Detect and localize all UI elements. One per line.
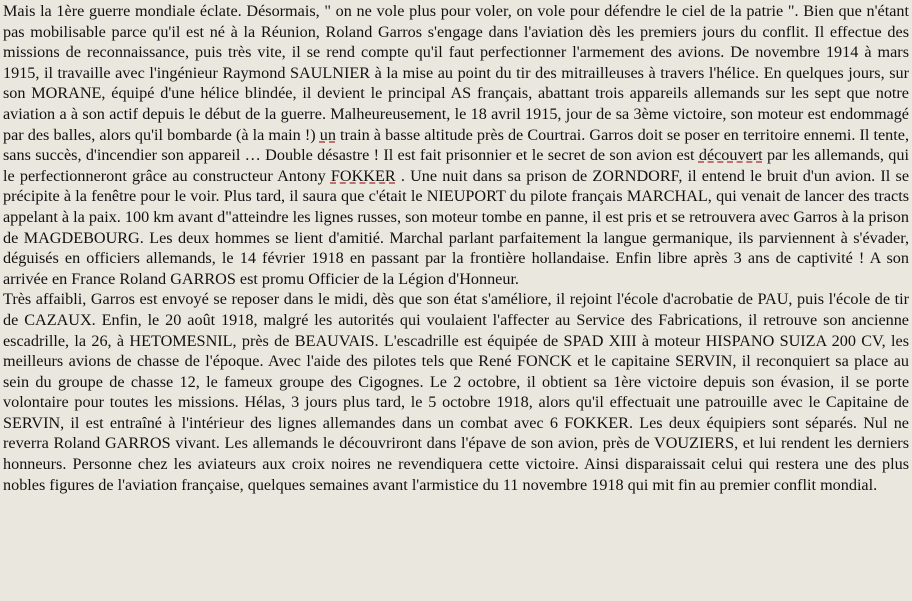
- text-segment: train à basse altitude près de Courtrai. Garros doit se poser en territoire ennemi. Il tente, sans succès, d'incendier son appareil … Double désastre ! Il est fait prisonnier et le secret de son avion est: [3, 125, 909, 165]
- text-segment: Mais la 1ère guerre mondiale éclate. Désormais, " on ne vole plus pour voler, on vole pour défendre le ciel de la patrie ". Bien que n'étant pas mobilisable parce qu'il est né à la Réunion, Roland Garros s'engage dans l'aviation dès les premiers jours du conflit. Il effectue des missions de reconnaissance, puis très vite, il se rend compte qu'il faut perfectionner l'armement des avions. De novembre 1914 à mars 1915, il travaille avec l'ingénieur Raymond SAULNIER à la mise au point du tir des mitrailleuses à travers l'hélice. En quelques jours, sur son MORANE, équipé d'une hélice blindée, il devient le principal AS français, abattant trois appareils allemands sur les sept que notre aviation a à son actif depuis le début de la guerre. Malheureusement, le 18 avril 1915, jour de sa 3ème victoire, son moteur est endommagé par des balles, alors qu'il bombarde (à la main !): [3, 2, 909, 144]
- underlined-word: découvert: [698, 146, 763, 165]
- paragraph-war-and-captivity: [3, 1, 909, 289]
- text-segment: par les allemands, qui le perfectionneront grâce au constructeur Antony: [3, 146, 909, 185]
- text-segment: . Une nuit dans sa prison de ZORNDORF, il entend le bruit d'un avion. Il se précipite à la fenêtre pour le voir. Plus tard, il saura que c'était le NIEUPORT du pilote français MARCHAL, qui venait de lancer des tracts appelant à la paix. 100 km avant d"atteindre les lignes russes, son moteur tombe en panne, il est pris et se retrouvera avec Garros à la prison de MAGDEBOURG. Les deux hommes se lient d'amitié. Marchal parlant parfaitement la langue germanique, ils parviennent à s'évader, déguisés en officiers allemands, le 14 février 1918 en passant par la frontière hollandaise. Enfin libre après 3 ans de captivité ! A son arrivée en France Roland GARROS est promu Officier de la Légion d'Honneur.: [3, 166, 909, 288]
- text-segment: Très affaibli, Garros est envoyé se reposer dans le midi, dès que son état s'améliore, il rejoint l'école d'acrobatie de PAU, puis l'école de tir de CAZAUX. Enfin, le 20 août 1918, malgré les autorités qui voulaient l'affecter au Service des Fabrications, il retrouve son ancienne escadrille, la 26, à HETOMESNIL, près de BEAUVAIS. L'escadrille est équipée de SPAD XIII à moteur HISPANO SUIZA 200 CV, les meilleurs avions de chasse de l'époque. Avec l'aide des pilotes tels que René FONCK et le capitaine SERVIN, il reconquiert sa place au sein du groupe de chasse 12, le fameux groupe des Cigognes. Le 2 octobre, il obtient sa 1ère victoire depuis son évasion, il se porte volontaire pour toutes les missions. Hélas, 3 jours plus tard, le 5 octobre 1918, alors qu'il effectuait une patrouille avec le Capitaine de SERVIN, il est entraîné à l'intérieur des lignes allemandes dans un combat avec 6 FOKKER. Les deux équipiers sont séparés. Nul ne reverra Roland GARROS vivant. Les allemands le découvriront dans l'épave de son avion, près de VOUZIERS, et lui rendent les derniers honneurs. Personne chez les aviateurs aux croix noires ne revendiquera cette victoire. Ainsi disparaissait celui qui restera une des plus nobles figures de l'aviation française, quelques semaines avant l'armistice du 11 novembre 1918 qui mit fin au premier conflit mondial.: [3, 290, 909, 494]
- underlined-word: FOKKER: [330, 166, 396, 185]
- paragraph-last-missions: [3, 289, 909, 495]
- underlined-word: un: [319, 125, 336, 144]
